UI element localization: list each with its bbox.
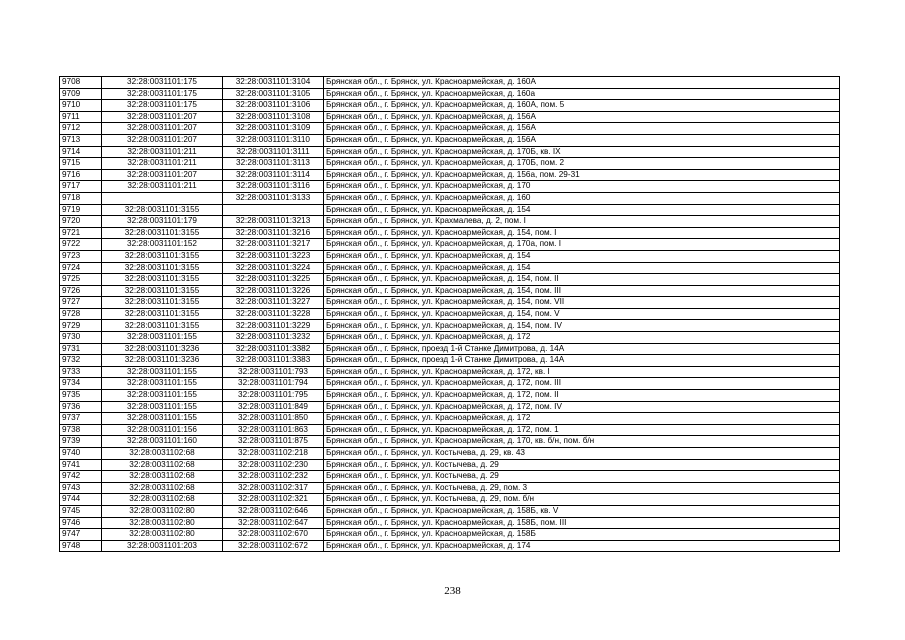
address-cell: Брянская обл., г. Брянск, ул. Красноармейская, д. 160А xyxy=(324,77,840,89)
address-cell: Брянская обл., г. Брянск, ул. Красноармейская, д. 154, пом. II xyxy=(324,274,840,286)
registry-table xyxy=(59,76,840,552)
row-number-cell: 9739 xyxy=(60,436,102,448)
row-number-cell: 9745 xyxy=(60,505,102,517)
parcel-cadastral-cell: 32:28:0031101:3236 xyxy=(102,343,223,355)
table-row xyxy=(60,297,840,309)
building-cadastral-cell: 32:28:0031102:218 xyxy=(223,448,324,460)
table-row xyxy=(60,308,840,320)
parcel-cadastral-cell: 32:28:0031102:68 xyxy=(102,482,223,494)
table-row xyxy=(60,192,840,204)
building-cadastral-cell: 32:28:0031101:3109 xyxy=(223,123,324,135)
building-cadastral-cell: 32:28:0031101:849 xyxy=(223,401,324,413)
building-cadastral-cell: 32:28:0031102:230 xyxy=(223,459,324,471)
building-cadastral-cell: 32:28:0031101:794 xyxy=(223,378,324,390)
row-number-cell: 9744 xyxy=(60,494,102,506)
row-number-cell: 9725 xyxy=(60,274,102,286)
parcel-cadastral-cell: 32:28:0031101:155 xyxy=(102,332,223,344)
row-number-cell: 9718 xyxy=(60,192,102,204)
address-cell: Брянская обл., г. Брянск, ул. Красноармейская, д. 172, пом. II xyxy=(324,390,840,402)
parcel-cadastral-cell: 32:28:0031101:155 xyxy=(102,413,223,425)
building-cadastral-cell: 32:28:0031102:672 xyxy=(223,540,324,552)
table-row xyxy=(60,332,840,344)
parcel-cadastral-cell: 32:28:0031101:3155 xyxy=(102,204,223,216)
address-cell: Брянская обл., г. Брянск, ул. Красноармейская, д. 156А xyxy=(324,123,840,135)
address-cell: Брянская обл., г. Брянск, ул. Красноармейская, д. 156А xyxy=(324,134,840,146)
building-cadastral-cell: 32:28:0031101:3224 xyxy=(223,262,324,274)
row-number-cell: 9736 xyxy=(60,401,102,413)
table-row xyxy=(60,239,840,251)
table-row xyxy=(60,459,840,471)
row-number-cell: 9734 xyxy=(60,378,102,390)
parcel-cadastral-cell: 32:28:0031102:80 xyxy=(102,517,223,529)
row-number-cell: 9728 xyxy=(60,308,102,320)
table-row xyxy=(60,505,840,517)
building-cadastral-cell: 32:28:0031101:3106 xyxy=(223,100,324,112)
address-cell: Брянская обл., г. Брянск, ул. Красноармейская, д. 170Б, пом. 2 xyxy=(324,158,840,170)
address-cell: Брянская обл., г. Брянск, ул. Красноармейская, д. 154 xyxy=(324,204,840,216)
table-row xyxy=(60,390,840,402)
address-cell: Брянская обл., г. Брянск, ул. Красноармейская, д. 172 xyxy=(324,413,840,425)
row-number-cell: 9710 xyxy=(60,100,102,112)
parcel-cadastral-cell: 32:28:0031101:3155 xyxy=(102,285,223,297)
parcel-cadastral-cell: 32:28:0031101:3155 xyxy=(102,320,223,332)
address-cell: Брянская обл., г. Брянск, ул. Красноармейская, д. 160 xyxy=(324,192,840,204)
building-cadastral-cell: 32:28:0031101:3223 xyxy=(223,250,324,262)
address-cell: Брянская обл., г. Брянск, ул. Красноармейская, д. 160А, пом. 5 xyxy=(324,100,840,112)
address-cell: Брянская обл., г. Брянск, ул. Крахмалева, д. 2, пом. I xyxy=(324,216,840,228)
row-number-cell: 9729 xyxy=(60,320,102,332)
building-cadastral-cell: 32:28:0031102:646 xyxy=(223,505,324,517)
parcel-cadastral-cell: 32:28:0031102:68 xyxy=(102,459,223,471)
address-cell: Брянская обл., г. Брянск, ул. Красноармейская, д. 170, кв. б/н, пом. б/н xyxy=(324,436,840,448)
address-cell: Брянская обл., г. Брянск, ул. Костычева, д. 29 xyxy=(324,471,840,483)
parcel-cadastral-cell: 32:28:0031101:175 xyxy=(102,77,223,89)
address-cell: Брянская обл., г. Брянск, ул. Красноармейская, д. 170Б, кв. IX xyxy=(324,146,840,158)
parcel-cadastral-cell: 32:28:0031101:211 xyxy=(102,146,223,158)
table-row xyxy=(60,378,840,390)
row-number-cell: 9727 xyxy=(60,297,102,309)
building-cadastral-cell: 32:28:0031101:3116 xyxy=(223,181,324,193)
table-row xyxy=(60,540,840,552)
registry-table-body xyxy=(60,77,840,552)
building-cadastral-cell: 32:28:0031101:793 xyxy=(223,366,324,378)
address-cell: Брянская обл., г. Брянск, ул. Красноармейская, д. 154, пом. III xyxy=(324,285,840,297)
row-number-cell: 9723 xyxy=(60,250,102,262)
address-cell: Брянская обл., г. Брянск, ул. Красноармейская, д. 156А xyxy=(324,111,840,123)
row-number-cell: 9732 xyxy=(60,355,102,367)
address-cell: Брянская обл., г. Брянск, ул. Красноармейская, д. 154, пом. IV xyxy=(324,320,840,332)
address-cell: Брянская обл., г. Брянск, ул. Красноармейская, д. 154, пом. I xyxy=(324,227,840,239)
parcel-cadastral-cell: 32:28:0031102:68 xyxy=(102,494,223,506)
parcel-cadastral-cell: 32:28:0031101:179 xyxy=(102,216,223,228)
address-cell: Брянская обл., г. Брянск, ул. Костычева, д. 29, пом. 3 xyxy=(324,482,840,494)
table-row xyxy=(60,448,840,460)
building-cadastral-cell: 32:28:0031101:3114 xyxy=(223,169,324,181)
table-row xyxy=(60,320,840,332)
row-number-cell: 9741 xyxy=(60,459,102,471)
row-number-cell: 9740 xyxy=(60,448,102,460)
parcel-cadastral-cell: 32:28:0031101:207 xyxy=(102,123,223,135)
building-cadastral-cell: 32:28:0031101:3111 xyxy=(223,146,324,158)
building-cadastral-cell: 32:28:0031101:863 xyxy=(223,424,324,436)
table-row xyxy=(60,227,840,239)
address-cell: Брянская обл., г. Брянск, ул. Красноармейская, д. 156а, пом. 29-31 xyxy=(324,169,840,181)
address-cell: Брянская обл., г. Брянск, ул. Красноармейская, д. 172, пом. IV xyxy=(324,401,840,413)
row-number-cell: 9730 xyxy=(60,332,102,344)
building-cadastral-cell: 32:28:0031101:3110 xyxy=(223,134,324,146)
row-number-cell: 9708 xyxy=(60,77,102,89)
table-row xyxy=(60,436,840,448)
building-cadastral-cell: 32:28:0031102:670 xyxy=(223,529,324,541)
row-number-cell: 9720 xyxy=(60,216,102,228)
parcel-cadastral-cell: 32:28:0031101:3236 xyxy=(102,355,223,367)
row-number-cell: 9719 xyxy=(60,204,102,216)
address-cell: Брянская обл., г. Брянск, ул. Красноармейская, д. 160а xyxy=(324,88,840,100)
parcel-cadastral-cell: 32:28:0031101:156 xyxy=(102,424,223,436)
table-row xyxy=(60,471,840,483)
table-row xyxy=(60,123,840,135)
parcel-cadastral-cell: 32:28:0031101:3155 xyxy=(102,250,223,262)
address-cell: Брянская обл., г. Брянск, ул. Красноармейская, д. 154 xyxy=(324,250,840,262)
parcel-cadastral-cell: 32:28:0031101:3155 xyxy=(102,308,223,320)
address-cell: Брянская обл., г. Брянск, ул. Красноармейская, д. 158Б xyxy=(324,529,840,541)
address-cell: Брянская обл., г. Брянск, ул. Костычева, д. 29 xyxy=(324,459,840,471)
building-cadastral-cell: 32:28:0031101:795 xyxy=(223,390,324,402)
table-row xyxy=(60,424,840,436)
parcel-cadastral-cell: 32:28:0031102:80 xyxy=(102,529,223,541)
table-row xyxy=(60,343,840,355)
building-cadastral-cell: 32:28:0031101:3382 xyxy=(223,343,324,355)
building-cadastral-cell: 32:28:0031101:3213 xyxy=(223,216,324,228)
table-row xyxy=(60,181,840,193)
building-cadastral-cell: 32:28:0031101:3232 xyxy=(223,332,324,344)
parcel-cadastral-cell: 32:28:0031101:211 xyxy=(102,181,223,193)
table-row xyxy=(60,274,840,286)
building-cadastral-cell: 32:28:0031101:3113 xyxy=(223,158,324,170)
parcel-cadastral-cell: 32:28:0031101:3155 xyxy=(102,274,223,286)
table-row xyxy=(60,111,840,123)
parcel-cadastral-cell: 32:28:0031101:160 xyxy=(102,436,223,448)
parcel-cadastral-cell: 32:28:0031101:203 xyxy=(102,540,223,552)
address-cell: Брянская обл., г. Брянск, ул. Красноармейская, д. 170 xyxy=(324,181,840,193)
table-row xyxy=(60,134,840,146)
parcel-cadastral-cell: 32:28:0031101:3155 xyxy=(102,262,223,274)
parcel-cadastral-cell: 32:28:0031101:207 xyxy=(102,134,223,146)
parcel-cadastral-cell: 32:28:0031102:68 xyxy=(102,471,223,483)
building-cadastral-cell: 32:28:0031101:3216 xyxy=(223,227,324,239)
parcel-cadastral-cell: 32:28:0031101:211 xyxy=(102,158,223,170)
parcel-cadastral-cell: 32:28:0031101:155 xyxy=(102,390,223,402)
parcel-cadastral-cell: 32:28:0031101:155 xyxy=(102,378,223,390)
address-cell: Брянская обл., г. Брянск, ул. Красноармейская, д. 154, пом. VII xyxy=(324,297,840,309)
table-row xyxy=(60,529,840,541)
address-cell: Брянская обл., г. Брянск, ул. Красноармейская, д. 174 xyxy=(324,540,840,552)
parcel-cadastral-cell: 32:28:0031101:175 xyxy=(102,88,223,100)
row-number-cell: 9737 xyxy=(60,413,102,425)
building-cadastral-cell: 32:28:0031101:3225 xyxy=(223,274,324,286)
parcel-cadastral-cell: 32:28:0031101:155 xyxy=(102,366,223,378)
row-number-cell: 9731 xyxy=(60,343,102,355)
row-number-cell: 9747 xyxy=(60,529,102,541)
page-number: 238 xyxy=(444,585,461,597)
parcel-cadastral-cell: 32:28:0031101:3155 xyxy=(102,227,223,239)
address-cell: Брянская обл., г. Брянск, ул. Красноармейская, д. 154 xyxy=(324,262,840,274)
row-number-cell: 9714 xyxy=(60,146,102,158)
table-row xyxy=(60,517,840,529)
parcel-cadastral-cell: 32:28:0031101:3155 xyxy=(102,297,223,309)
row-number-cell: 9735 xyxy=(60,390,102,402)
address-cell: Брянская обл., г. Брянск, ул. Красноармейская, д. 172, кв. I xyxy=(324,366,840,378)
building-cadastral-cell: 32:28:0031101:3133 xyxy=(223,192,324,204)
building-cadastral-cell: 32:28:0031101:3229 xyxy=(223,320,324,332)
building-cadastral-cell: 32:28:0031101:3108 xyxy=(223,111,324,123)
row-number-cell: 9742 xyxy=(60,471,102,483)
parcel-cadastral-cell: 32:28:0031101:152 xyxy=(102,239,223,251)
row-number-cell: 9746 xyxy=(60,517,102,529)
address-cell: Брянская обл., г. Брянск, ул. Красноармейская, д. 172, пом. III xyxy=(324,378,840,390)
table-row xyxy=(60,366,840,378)
row-number-cell: 9724 xyxy=(60,262,102,274)
table-row xyxy=(60,77,840,89)
table-row xyxy=(60,482,840,494)
table-row xyxy=(60,158,840,170)
building-cadastral-cell: 32:28:0031101:3383 xyxy=(223,355,324,367)
table-row xyxy=(60,494,840,506)
building-cadastral-cell xyxy=(223,204,324,216)
row-number-cell: 9715 xyxy=(60,158,102,170)
table-row xyxy=(60,285,840,297)
building-cadastral-cell: 32:28:0031101:3226 xyxy=(223,285,324,297)
parcel-cadastral-cell: 32:28:0031101:207 xyxy=(102,169,223,181)
address-cell: Брянская обл., г. Брянск, ул. Красноармейская, д. 172, пом. 1 xyxy=(324,424,840,436)
table-row xyxy=(60,216,840,228)
building-cadastral-cell: 32:28:0031101:3105 xyxy=(223,88,324,100)
table-row xyxy=(60,413,840,425)
parcel-cadastral-cell: 32:28:0031102:68 xyxy=(102,448,223,460)
table-row xyxy=(60,88,840,100)
address-cell: Брянская обл., г. Брянск, ул. Костычева, д. 29, пом. б/н xyxy=(324,494,840,506)
row-number-cell: 9709 xyxy=(60,88,102,100)
building-cadastral-cell: 32:28:0031101:3227 xyxy=(223,297,324,309)
parcel-cadastral-cell: 32:28:0031101:207 xyxy=(102,111,223,123)
building-cadastral-cell: 32:28:0031101:3104 xyxy=(223,77,324,89)
address-cell: Брянская обл., г. Брянск, проезд 1-й Станке Димитрова, д. 14А xyxy=(324,355,840,367)
address-cell: Брянская обл., г. Брянск, проезд 1-й Станке Димитрова, д. 14А xyxy=(324,343,840,355)
building-cadastral-cell: 32:28:0031101:3217 xyxy=(223,239,324,251)
row-number-cell: 9721 xyxy=(60,227,102,239)
address-cell: Брянская обл., г. Брянск, ул. Красноармейская, д. 172 xyxy=(324,332,840,344)
building-cadastral-cell: 32:28:0031102:232 xyxy=(223,471,324,483)
building-cadastral-cell: 32:28:0031101:850 xyxy=(223,413,324,425)
row-number-cell: 9722 xyxy=(60,239,102,251)
table-row xyxy=(60,204,840,216)
table-row xyxy=(60,401,840,413)
row-number-cell: 9726 xyxy=(60,285,102,297)
building-cadastral-cell: 32:28:0031102:317 xyxy=(223,482,324,494)
row-number-cell: 9713 xyxy=(60,134,102,146)
address-cell: Брянская обл., г. Брянск, ул. Костычева, д. 29, кв. 43 xyxy=(324,448,840,460)
address-cell: Брянская обл., г. Брянск, ул. Красноармейская, д. 154, пом. V xyxy=(324,308,840,320)
address-cell: Брянская обл., г. Брянск, ул. Красноармейская, д. 170а, пом. I xyxy=(324,239,840,251)
table-row xyxy=(60,355,840,367)
building-cadastral-cell: 32:28:0031102:647 xyxy=(223,517,324,529)
table-row xyxy=(60,146,840,158)
parcel-cadastral-cell: 32:28:0031102:80 xyxy=(102,505,223,517)
address-cell: Брянская обл., г. Брянск, ул. Красноармейская, д. 158Б, пом. III xyxy=(324,517,840,529)
table-row xyxy=(60,100,840,112)
row-number-cell: 9743 xyxy=(60,482,102,494)
table-row xyxy=(60,262,840,274)
building-cadastral-cell: 32:28:0031101:875 xyxy=(223,436,324,448)
row-number-cell: 9733 xyxy=(60,366,102,378)
building-cadastral-cell: 32:28:0031102:321 xyxy=(223,494,324,506)
row-number-cell: 9717 xyxy=(60,181,102,193)
table-row xyxy=(60,169,840,181)
row-number-cell: 9711 xyxy=(60,111,102,123)
parcel-cadastral-cell: 32:28:0031101:175 xyxy=(102,100,223,112)
parcel-cadastral-cell: 32:28:0031101:155 xyxy=(102,401,223,413)
parcel-cadastral-cell xyxy=(102,192,223,204)
address-cell: Брянская обл., г. Брянск, ул. Красноармейская, д. 158Б, кв. V xyxy=(324,505,840,517)
row-number-cell: 9748 xyxy=(60,540,102,552)
row-number-cell: 9738 xyxy=(60,424,102,436)
row-number-cell: 9712 xyxy=(60,123,102,135)
building-cadastral-cell: 32:28:0031101:3228 xyxy=(223,308,324,320)
row-number-cell: 9716 xyxy=(60,169,102,181)
table-row xyxy=(60,250,840,262)
